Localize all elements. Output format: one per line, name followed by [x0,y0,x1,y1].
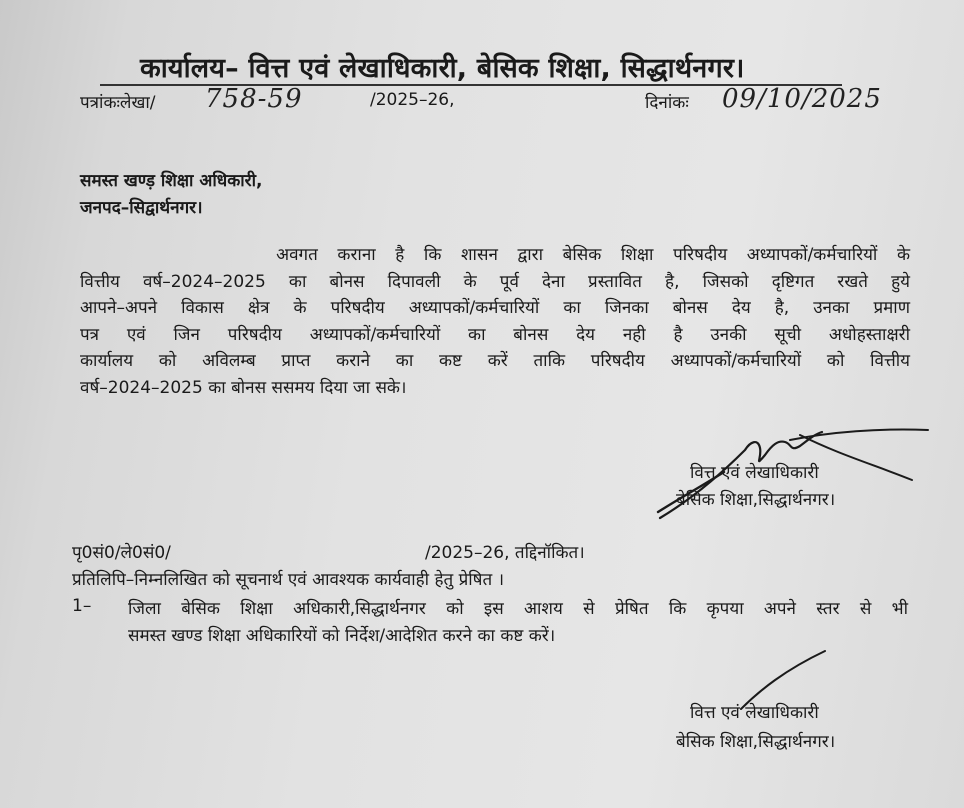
date-label: दिनांकः [645,93,689,113]
body-line: वित्तीय वर्ष–2024–2025 का बोनस दिपावली के पूर्व देना प्रस्तावित है, जिसको दृष्टिगत रखते हुये [80,271,910,292]
body-line: कार्यालय को अविलम्ब प्राप्त कराने का कष्ट करें ताकि परिषदीय अध्यापकों/कर्मचारियों को वित्तीय [80,351,910,371]
body-line: अवगत कराना है कि शासन द्वारा बेसिक शिक्षा परिषदीय अध्यापकों/कर्मचारियों के [80,245,910,265]
office-heading: कार्यालय– वित्त एवं लेखाधिकारी, बेसिक शिक्षा, सिद्धार्थनगर। [140,53,745,84]
signatory-office-1: बेसिक शिक्षा,सिद्धार्थनगर। [676,490,836,510]
copy-item-line-2: समस्त खण्ड शिक्षा अधिकारियों को निर्देश/आदेशित करने का कष्ट करें। [128,626,556,646]
letter-year: /2025–26, [370,90,455,110]
copy-ref-label: पृ0सं0/ले0सं0/ [72,543,171,563]
date-handwritten: 09/10/2025 [722,84,882,114]
body-line: पत्र एवं जिन परिषदीय अध्यापकों/कर्मचारियों का बोनस देय नही है उनकी सूची अधोहस्ताक्षरी [80,324,910,345]
letter-number-label: पत्रांकःलेखा/ [80,93,156,113]
signatory-office-2: बेसिक शिक्षा,सिद्धार्थनगर। [676,732,836,752]
body-line: वर्ष–2024–2025 का बोनस ससमय दिया जा सके। [80,377,407,398]
addressee-line-2: जनपद–सिद्वार्थनगर। [80,198,203,218]
signatory-title-2: वित्त एवं लेखाधिकारी [690,703,819,723]
body-line: आपने–अपने विकास क्षेत्र के परिषदीय अध्यापकों/कर्मचारियों का जिनका बोनस देय है, उनका प्रमाण [80,298,910,318]
body-paragraph [80,242,910,401]
copy-item-line-1: जिला बेसिक शिक्षा अधिकारी,सिद्धार्थनगर को इस आशय से प्रेषित कि कृपया अपने स्तर से भी [128,599,908,619]
signatory-title-1: वित्त एवं लेखाधिकारी [690,463,819,483]
copy-ref-year: /2025–26, तद्दिनॉकित। [425,543,585,563]
letter-number-handwritten: 758-59 [205,84,303,114]
copy-item-number: 1– [72,596,92,616]
copy-intro: प्रतिलिपि–निम्नलिखित को सूचनार्थ एवं आवश्यक कार्यवाही हेतु प्रेषित । [72,570,505,590]
addressee-line-1: समस्त खण्ड़ शिक्षा अधिकारी, [80,171,263,191]
handwritten-signature-1 [650,420,940,525]
